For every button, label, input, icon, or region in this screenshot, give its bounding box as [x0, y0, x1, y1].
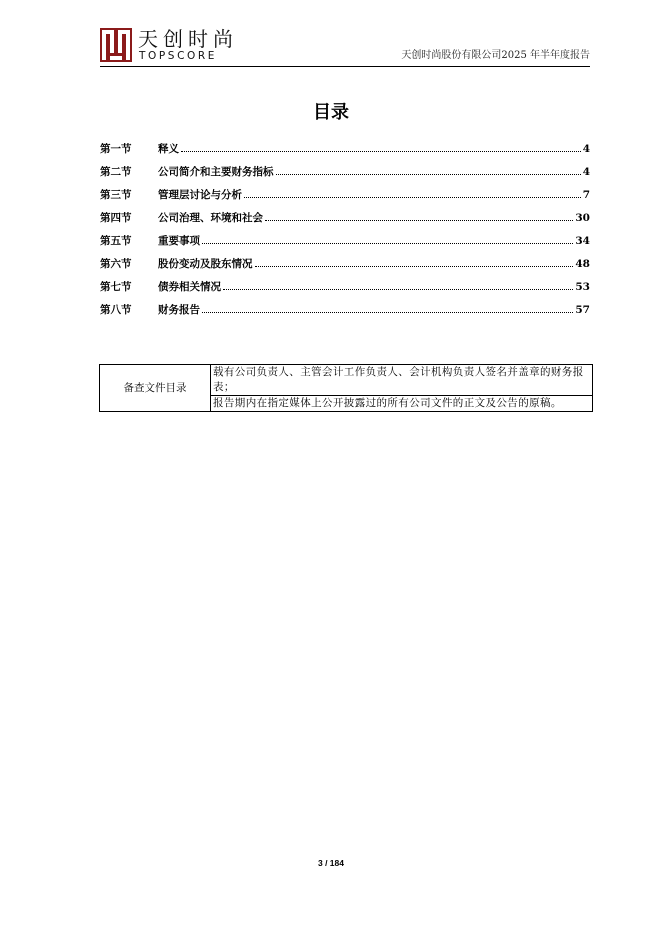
toc-section: 第五节	[100, 235, 132, 247]
toc-page: 53	[575, 280, 590, 293]
toc-name: 释义	[158, 143, 179, 155]
toc-entry-7[interactable]	[100, 275, 590, 298]
toc-page: 7	[582, 188, 590, 201]
reference-docs-table	[99, 364, 593, 412]
logo-chinese-text: 天创时尚	[138, 27, 238, 51]
toc-entry-3[interactable]	[100, 183, 590, 206]
toc-page: 57	[575, 303, 590, 316]
toc-entry-5[interactable]	[100, 229, 590, 252]
toc-section: 第二节	[100, 166, 132, 178]
toc-title: 目录	[313, 102, 349, 123]
reference-doc-item: 载有公司负责人、主管会计工作负责人、会计机构负责人签名并盖章的财务报表；	[211, 365, 593, 396]
toc-entry-6[interactable]	[100, 252, 590, 275]
toc-page: 4	[582, 142, 590, 155]
table-of-contents	[100, 137, 590, 321]
toc-leader	[265, 220, 573, 221]
toc-leader	[223, 289, 573, 290]
toc-name: 公司简介和主要财务指标	[158, 166, 274, 178]
toc-section: 第八节	[100, 304, 132, 316]
toc-section: 第三节	[100, 189, 132, 201]
toc-entry-2[interactable]	[100, 160, 590, 183]
toc-leader	[181, 151, 581, 152]
toc-entry-4[interactable]	[100, 206, 590, 229]
reference-docs-label: 备查文件目录	[100, 365, 211, 412]
page-number: 3 / 184	[318, 858, 344, 868]
page-header	[100, 28, 590, 67]
toc-page: 30	[575, 211, 590, 224]
table-row	[100, 365, 593, 396]
report-title: 天创时尚股份有限公司2025 年半年度报告	[401, 50, 590, 61]
toc-entry-1[interactable]	[100, 137, 590, 160]
toc-name: 股份变动及股东情况	[158, 258, 253, 270]
toc-name: 公司治理、环境和社会	[158, 212, 263, 224]
toc-entry-8[interactable]	[100, 298, 590, 321]
toc-name: 重要事项	[158, 235, 200, 247]
toc-leader	[276, 174, 581, 175]
toc-name: 管理层讨论与分析	[158, 189, 242, 201]
toc-section: 第四节	[100, 212, 132, 224]
toc-page: 34	[575, 234, 590, 247]
toc-section: 第六节	[100, 258, 132, 270]
toc-name: 债券相关情况	[158, 281, 221, 293]
company-logo-icon	[100, 28, 132, 62]
toc-page: 4	[582, 165, 590, 178]
toc-page: 48	[575, 257, 590, 270]
reference-doc-item: 报告期内在指定媒体上公开披露过的所有公司文件的正文及公告的原稿。	[211, 396, 593, 412]
logo-english-text: TOPSCORE	[139, 50, 218, 62]
toc-section: 第七节	[100, 281, 132, 293]
toc-leader	[202, 312, 573, 313]
toc-leader	[202, 243, 573, 244]
toc-leader	[255, 266, 574, 267]
toc-leader	[244, 197, 581, 198]
toc-section: 第一节	[100, 143, 132, 155]
toc-name: 财务报告	[158, 304, 200, 316]
